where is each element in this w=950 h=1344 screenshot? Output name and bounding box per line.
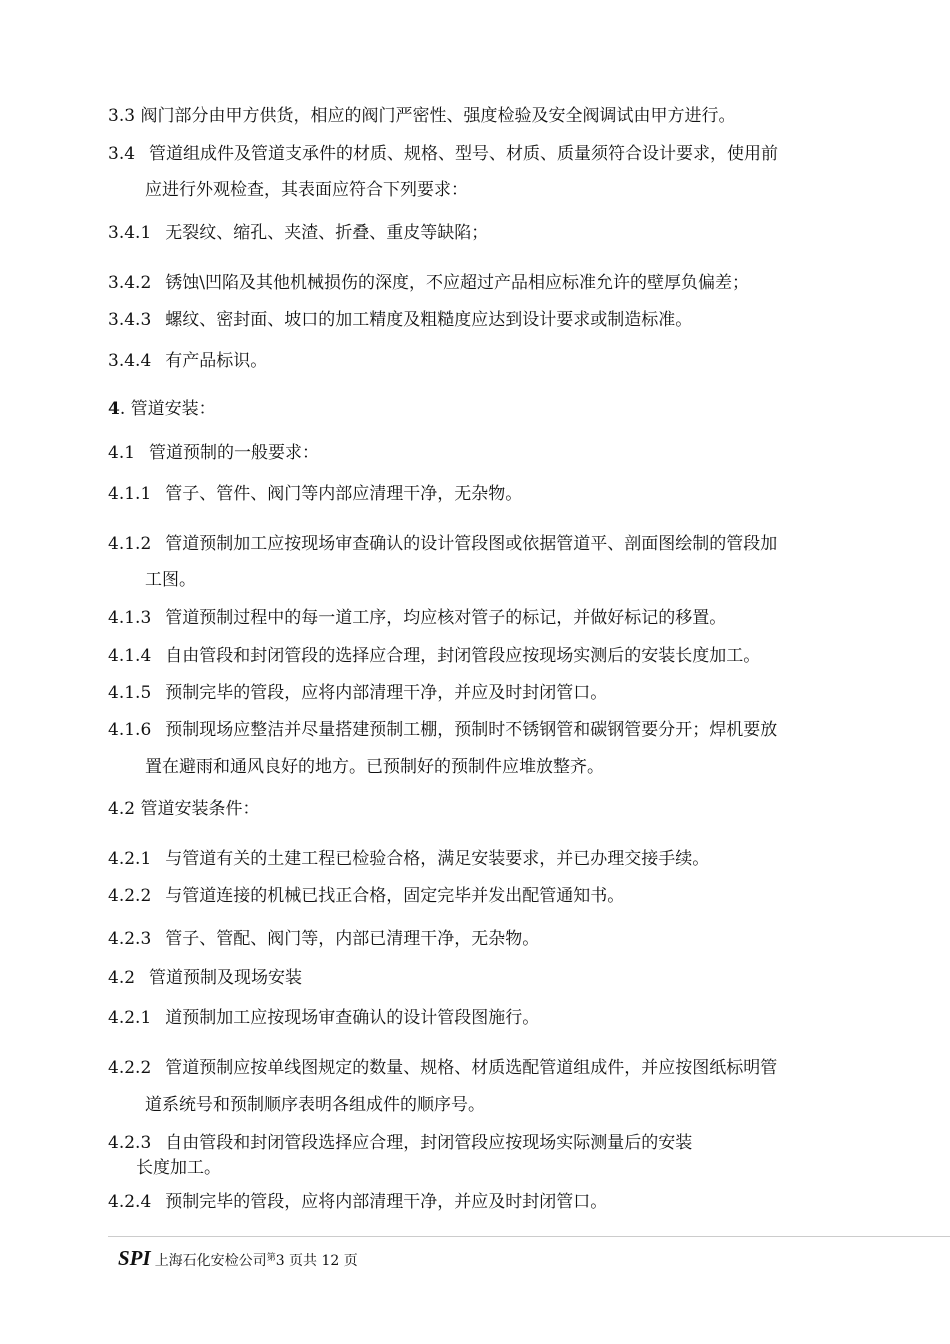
para-3-4-4-text: 有产品标识。 bbox=[165, 351, 268, 371]
para-3-4-text: 管道组成件及管道支承件的材质、规格、型号、材质、质量须符合设计要求，使用前 bbox=[149, 144, 779, 164]
para-4-2-1-a bbox=[108, 848, 709, 870]
para-3-4-line2 bbox=[145, 179, 468, 201]
para-4-1-2-line2 bbox=[145, 569, 196, 591]
page-number: 3 页共 12 页 bbox=[275, 1253, 358, 1269]
para-4-2-3-b-line2 bbox=[136, 1157, 221, 1179]
para-4-2-1-b-text: 道预制加工应按现场审查确认的设计管段图施行。 bbox=[165, 1008, 540, 1028]
para-4-1-6-text-cont: 置在避雨和通风良好的地方。已预制好的预制件应堆放整齐。 bbox=[145, 757, 604, 777]
para-4-1-1-text: 管子、管件、阀门等内部应清理干净，无杂物。 bbox=[165, 484, 523, 504]
para-4-1-4 bbox=[108, 645, 760, 667]
para-4-1-6-line1 bbox=[108, 719, 777, 741]
company-logo: SPI bbox=[118, 1246, 151, 1270]
para-4-2-prefab bbox=[108, 967, 302, 989]
section-4-title: . 管道安装： bbox=[119, 399, 216, 419]
para-3-4-text-cont: 应进行外观检查，其表面应符合下列要求： bbox=[145, 180, 468, 200]
para-4-1-num: 4.1 bbox=[108, 443, 136, 463]
para-4-2-2-b-line2 bbox=[145, 1094, 485, 1116]
para-4-2-1-b-num: 4.2.1 bbox=[108, 1008, 152, 1028]
para-3-4-4-num: 3.4.4 bbox=[108, 351, 152, 371]
company-name: 上海石化安检公司 bbox=[154, 1253, 267, 1269]
para-4-2-2-b-text-cont: 道系统号和预制顺序表明各组成件的顺序号。 bbox=[145, 1095, 485, 1115]
para-4-1-4-num: 4.1.4 bbox=[108, 646, 152, 666]
para-4-1-2-text: 管道预制加工应按现场审查确认的设计管段图或依据管道平、剖面图绘制的管段加 bbox=[165, 534, 778, 554]
para-3-4-3-num: 3.4.3 bbox=[108, 310, 152, 330]
para-3-4-2-text: 锈蚀\凹陷及其他机械损伤的深度，不应超过产品相应标准允许的壁厚负偏差； bbox=[165, 273, 749, 293]
para-4-2-4-b-text: 预制完毕的管段，应将内部清理干净，并应及时封闭管口。 bbox=[165, 1192, 608, 1212]
para-4-1-6-text: 预制现场应整洁并尽量搭建预制工棚，预制时不锈钢管和碳钢管要分开；焊机要放 bbox=[165, 720, 778, 740]
para-4-2-2-b-text: 管道预制应按单线图规定的数量、规格、材质选配管道组成件，并应按图纸标明管 bbox=[165, 1058, 778, 1078]
para-4-2-3-a bbox=[108, 928, 539, 950]
para-4-1-3-num: 4.1.3 bbox=[108, 608, 152, 628]
para-4-2-3-b-line1 bbox=[108, 1132, 692, 1154]
para-4-1-5 bbox=[108, 682, 607, 704]
para-4-2-1-a-num: 4.2.1 bbox=[108, 849, 152, 869]
para-3-4-num: 3.4 bbox=[108, 144, 136, 164]
para-4-2-1-b bbox=[108, 1007, 539, 1029]
para-4-1-2-num: 4.1.2 bbox=[108, 534, 152, 554]
para-3-3 bbox=[108, 105, 735, 127]
para-4-1-4-text: 自由管段和封闭管段的选择应合理，封闭管段应按现场实测后的安装长度加工。 bbox=[165, 646, 761, 666]
para-3-4-2 bbox=[108, 272, 749, 294]
para-4-2-3-a-num: 4.2.3 bbox=[108, 929, 152, 949]
para-4-1-2-text-cont: 工图。 bbox=[145, 570, 196, 590]
section-4-num: 4 bbox=[108, 399, 120, 419]
para-4-1-3-text: 管道预制过程中的每一道工序，均应核对管子的标记，并做好标记的移置。 bbox=[165, 608, 727, 628]
para-3-4-3 bbox=[108, 309, 692, 331]
para-4-1-1-num: 4.1.1 bbox=[108, 484, 152, 504]
para-3-4-1-text: 无裂纹、缩孔、夹渣、折叠、重皮等缺陷； bbox=[165, 223, 489, 243]
page-prefix: 第 bbox=[266, 1253, 276, 1263]
para-4-2-2-b-num: 4.2.2 bbox=[108, 1058, 152, 1078]
para-4-1-6-num: 4.1.6 bbox=[108, 720, 152, 740]
para-4-1-text: 管道预制的一般要求： bbox=[149, 443, 320, 463]
para-4-1-2-line1 bbox=[108, 533, 777, 555]
para-4-2-4-b bbox=[108, 1191, 607, 1213]
para-3-4-3-text: 螺纹、密封面、坡口的加工精度及粗糙度应达到设计要求或制造标准。 bbox=[165, 310, 693, 330]
para-4-2-3-a-text: 管子、管配、阀门等，内部已清理干净，无杂物。 bbox=[165, 929, 540, 949]
para-3-4-line1 bbox=[108, 143, 778, 165]
para-4-1 bbox=[108, 442, 319, 464]
para-4-2-3-b-text-cont: 长度加工。 bbox=[136, 1158, 221, 1178]
footer-divider bbox=[108, 1236, 950, 1237]
section-4-heading bbox=[108, 398, 216, 420]
para-4-2-conditions-text: 4.2 管道安装条件： bbox=[108, 799, 260, 819]
para-3-4-1-num: 3.4.1 bbox=[108, 223, 152, 243]
para-4-2-1-a-text: 与管道有关的土建工程已检验合格，满足安装要求，并已办理交接手续。 bbox=[165, 849, 710, 869]
para-4-2-3-b-num: 4.2.3 bbox=[108, 1133, 152, 1153]
para-4-1-6-line2 bbox=[145, 756, 604, 778]
page-footer bbox=[118, 1247, 358, 1272]
para-4-2-2-a-text: 与管道连接的机械已找正合格，固定完毕并发出配管通知书。 bbox=[165, 886, 625, 906]
para-4-2-2-a bbox=[108, 885, 624, 907]
para-4-2-prefab-text: 管道预制及现场安装 bbox=[149, 968, 303, 988]
para-4-2-2-a-num: 4.2.2 bbox=[108, 886, 152, 906]
para-3-4-4 bbox=[108, 350, 267, 372]
para-3-4-1 bbox=[108, 222, 488, 244]
para-4-1-5-num: 4.1.5 bbox=[108, 683, 152, 703]
para-4-1-3 bbox=[108, 607, 726, 629]
para-4-2-4-b-num: 4.2.4 bbox=[108, 1192, 152, 1212]
para-3-3-text: 3.3 阀门部分由甲方供货，相应的阀门严密性、强度检验及安全阀调试由甲方进行。 bbox=[108, 106, 736, 126]
para-3-4-2-num: 3.4.2 bbox=[108, 273, 152, 293]
para-4-1-5-text: 预制完毕的管段，应将内部清理干净，并应及时封闭管口。 bbox=[165, 683, 608, 703]
para-4-1-1 bbox=[108, 483, 522, 505]
para-4-2-3-b-text: 自由管段和封闭管段选择应合理，封闭管段应按现场实际测量后的安装 bbox=[165, 1133, 693, 1153]
para-4-2-2-b-line1 bbox=[108, 1057, 777, 1079]
para-4-2-conditions bbox=[108, 798, 259, 820]
para-4-2-prefab-num: 4.2 bbox=[108, 968, 136, 988]
